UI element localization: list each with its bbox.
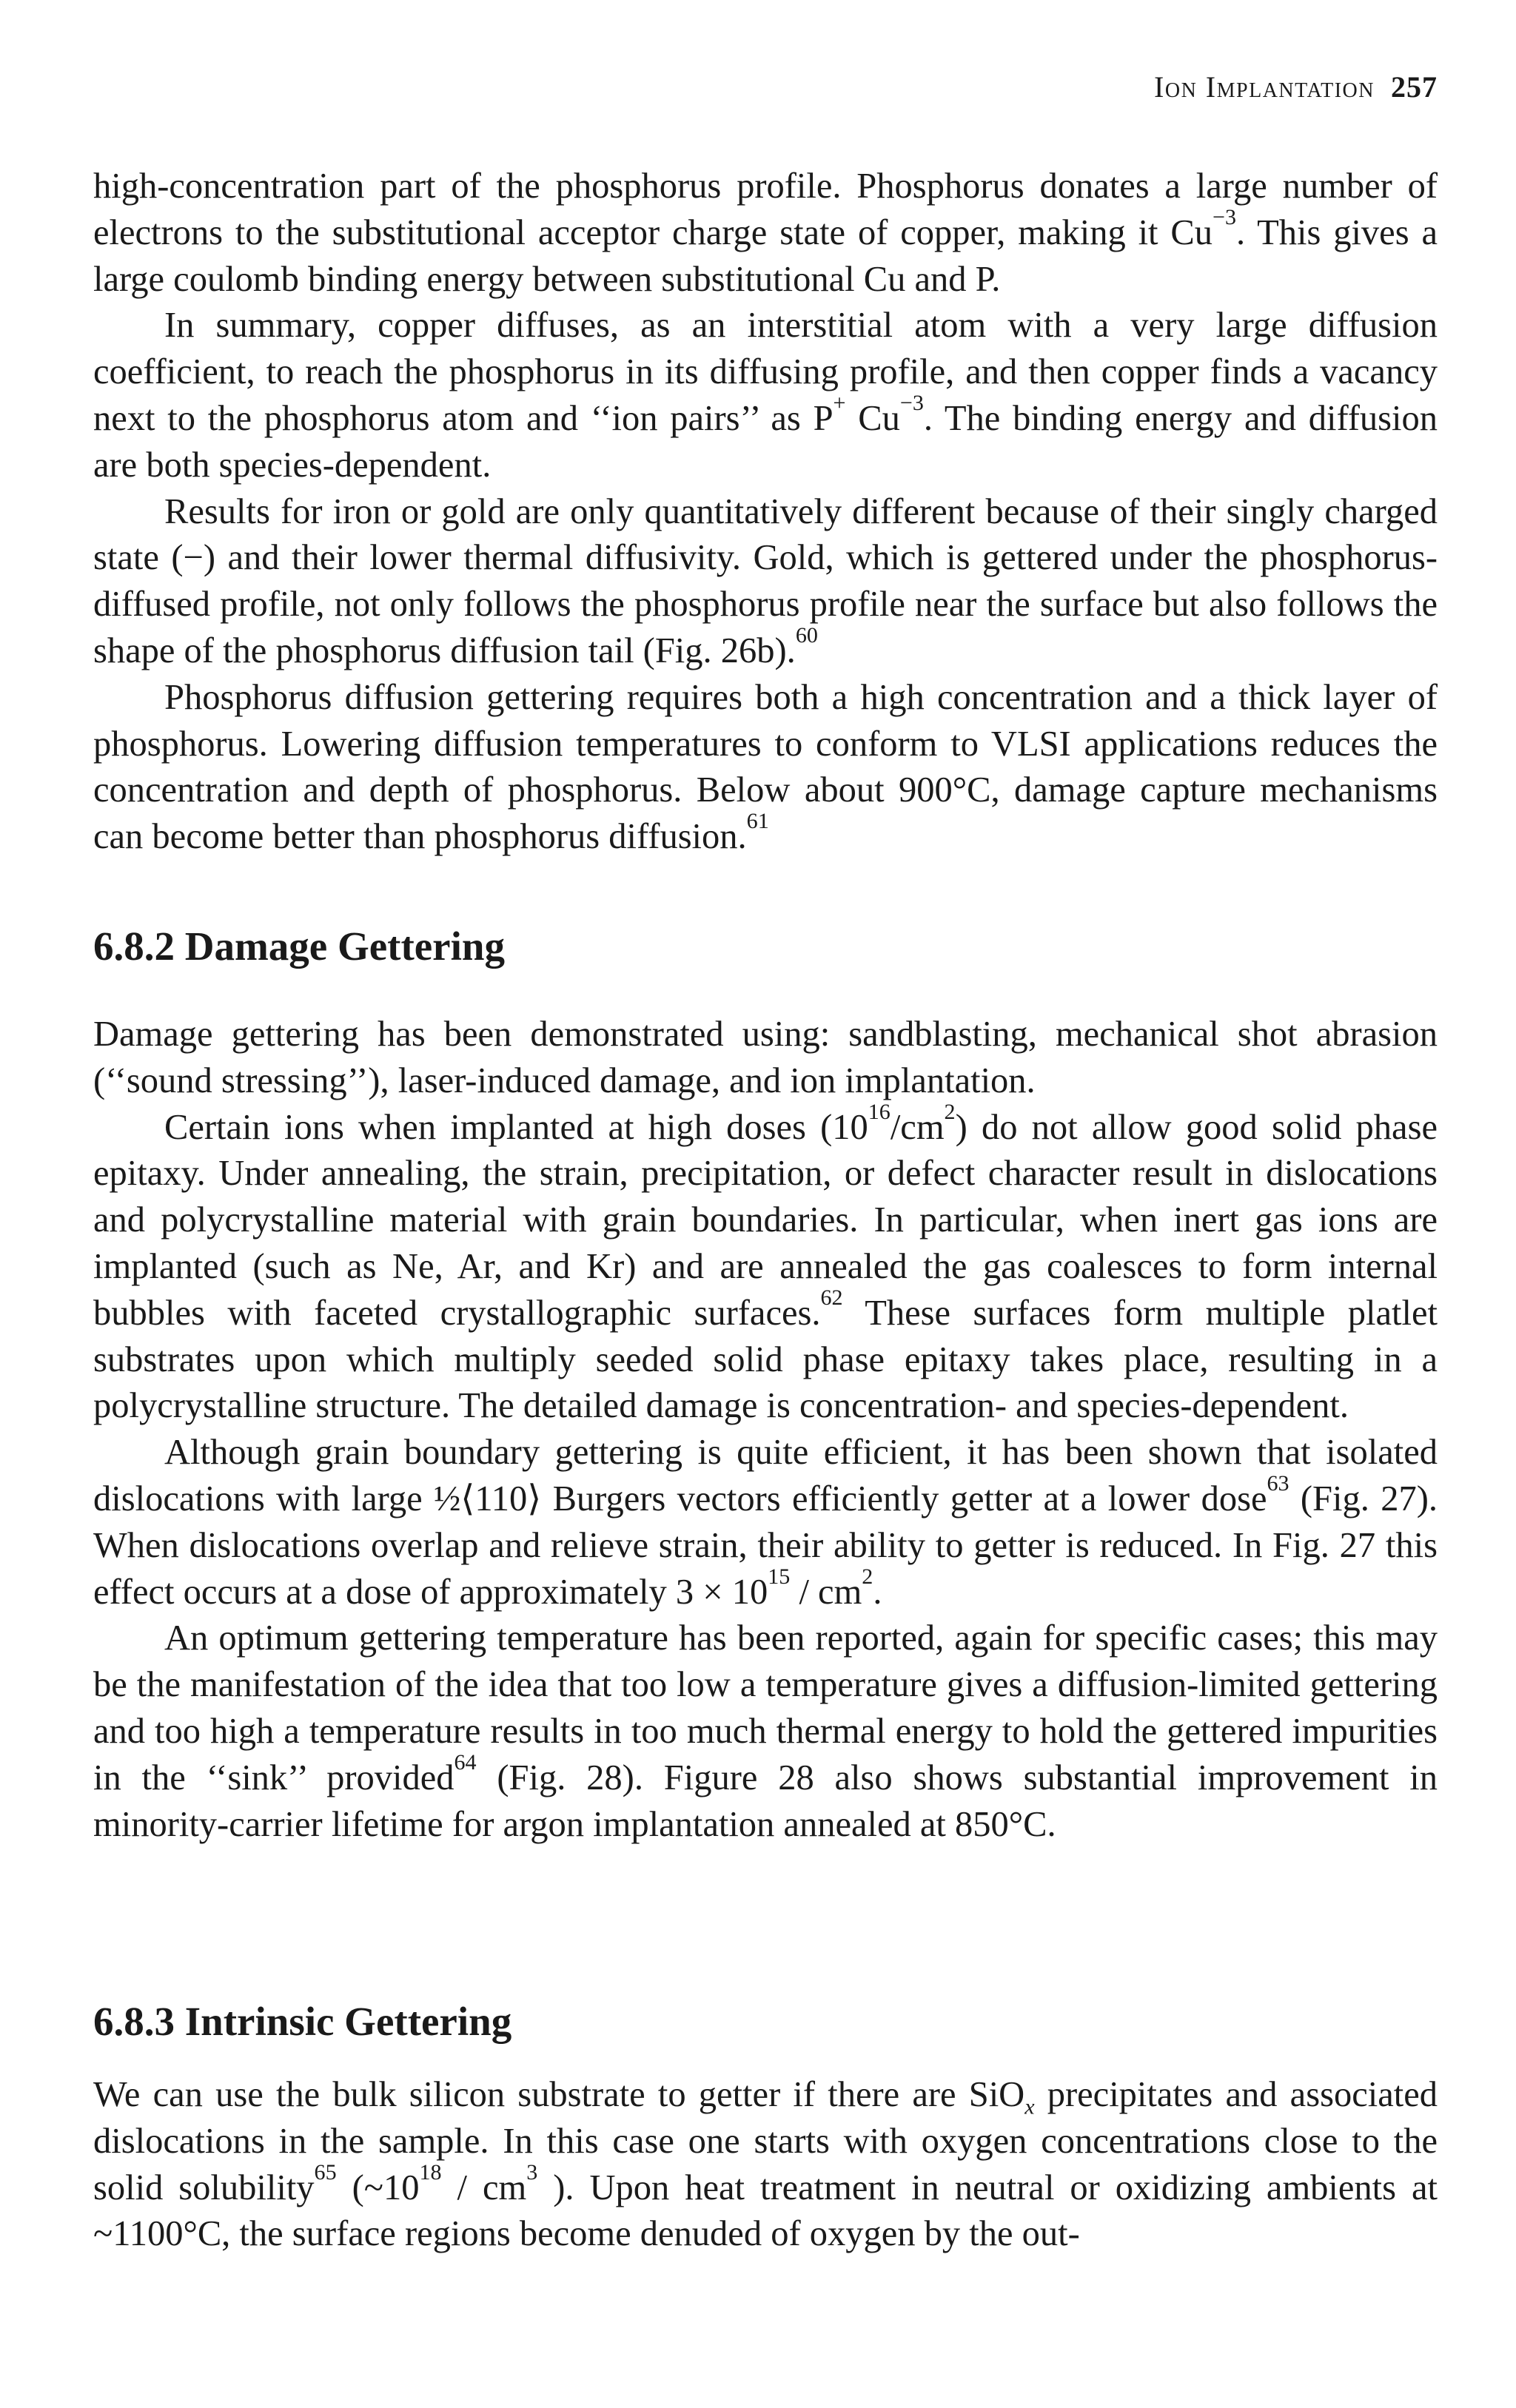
footnote-ref: 65	[314, 2159, 337, 2185]
intrinsic-gettering-text	[93, 2072, 1438, 2258]
continued-section-text	[93, 164, 1438, 861]
section-heading-damage-gettering: 6.8.2 Damage Gettering	[93, 924, 505, 969]
paragraph: Phosphorus diffusion gettering requires both a high concentration and a thick layer of phosphorus. Lowering diffusion temperatures to conform to VLSI applications reduces the concentration and depth of phosphorus. Below about 900°C, damage capture mechanisms can become better than phosphorus diffusion.$^{61}$	[93, 677, 1438, 857]
running-title: Ion Implantation	[1154, 70, 1375, 104]
footnote-ref: 64	[454, 1749, 477, 1775]
footnote-ref: 62	[820, 1284, 843, 1310]
footnote-ref: 61	[746, 808, 769, 834]
paragraph: Although grain boundary gettering is quite efficient, it has been shown that isolated dislocations with large ½⟨110⟩ Burgers vectors efficiently getter at a lower dose$^{63}$ (Fig. 27). When dislocations overlap and relieve strain, their ability to getter is reduced. In Fig. 27 this effect occurs at a dose of approximately $3 \times 10^{15} / cm^2$.	[93, 1433, 1438, 1612]
footnote-ref: 60	[795, 622, 818, 648]
paragraph: high-concentration part of the phosphorus profile. Phosphorus donates a large number of electrons to the substitutional acceptor charge state of copper, making it $Cu^{-3}$. This gives a large coulomb binding energy between substitutional Cu and P.	[93, 167, 1438, 299]
running-head	[1154, 70, 1438, 104]
section-heading-intrinsic-gettering: 6.8.3 Intrinsic Gettering	[93, 1999, 512, 2044]
paragraph: We can use the bulk silicon substrate to getter if there are SiO$_x$ precipitates and associated dislocations in the sample. In this case one starts with oxygen concentrations close to the solid solubility$^{65}$ ($\sim 10^{18} / cm^3$ ). Upon heat treatment in neutral or oxidizing ambients at ~1100°C, the surface regions become denuded of oxygen by the out-	[93, 2075, 1438, 2254]
page-number: 257	[1391, 70, 1438, 104]
paragraph: An optimum gettering temperature has been reported, again for specific cases; this may be the manifestation of the idea that too low a temperature gives a diffusion-limited gettering and too high a temperature results in too much thermal energy to hold the gettered impurities in the ‘‘sink’’ provided$^{64}$ (Fig. 28). Figure 28 also shows substantial improvement in minority-carrier lifetime for argon implantation annealed at 850°C.	[93, 1618, 1438, 1844]
paragraph: Certain ions when implanted at high doses $(10^{16}/cm^2)$ do not allow good solid phase epitaxy. Under annealing, the strain, precipitation, or defect character result in dislocations and polycrystalline material with grain boundaries. In particular, when inert gas ions are implanted (such as Ne, Ar, and Kr) and are annealed the gas coalesces to form internal bubbles with faceted crystallographic surfaces.$^{62}$ These surfaces form multiple platlet substrates upon which multiply seeded solid phase epitaxy takes place, resulting in a polycrystalline structure. The detailed damage is concentration- and species-dependent.	[93, 1098, 1438, 1426]
paragraph: Results for iron or gold are only quantitatively different because of their singly charged state (−) and their lower thermal diffusivity. Gold, which is gettered under the phosphorus-diffused profile, not only follows the phosphorus profile near the surface but also follows the shape of the phosphorus diffusion tail (Fig. 26b).$^{60}$	[93, 491, 1438, 670]
paragraph: Damage gettering has been demonstrated using: sandblasting, mechanical shot abrasion (‘‘sound stressing’’), laser-induced damage, and ion implantation.	[93, 1015, 1438, 1100]
footnote-ref: 63	[1267, 1470, 1289, 1496]
damage-gettering-text	[93, 1012, 1438, 1848]
paragraph: In summary, copper diffuses, as an interstitial atom with a very large diffusion coefficient, to reach the phosphorus in its diffusing profile, and then copper finds a vacancy next to the phosphorus atom and ‘‘ion pairs’’ as P+ $Cu^{-3}$. The binding energy and diffusion are both species-dependent.	[93, 306, 1438, 485]
